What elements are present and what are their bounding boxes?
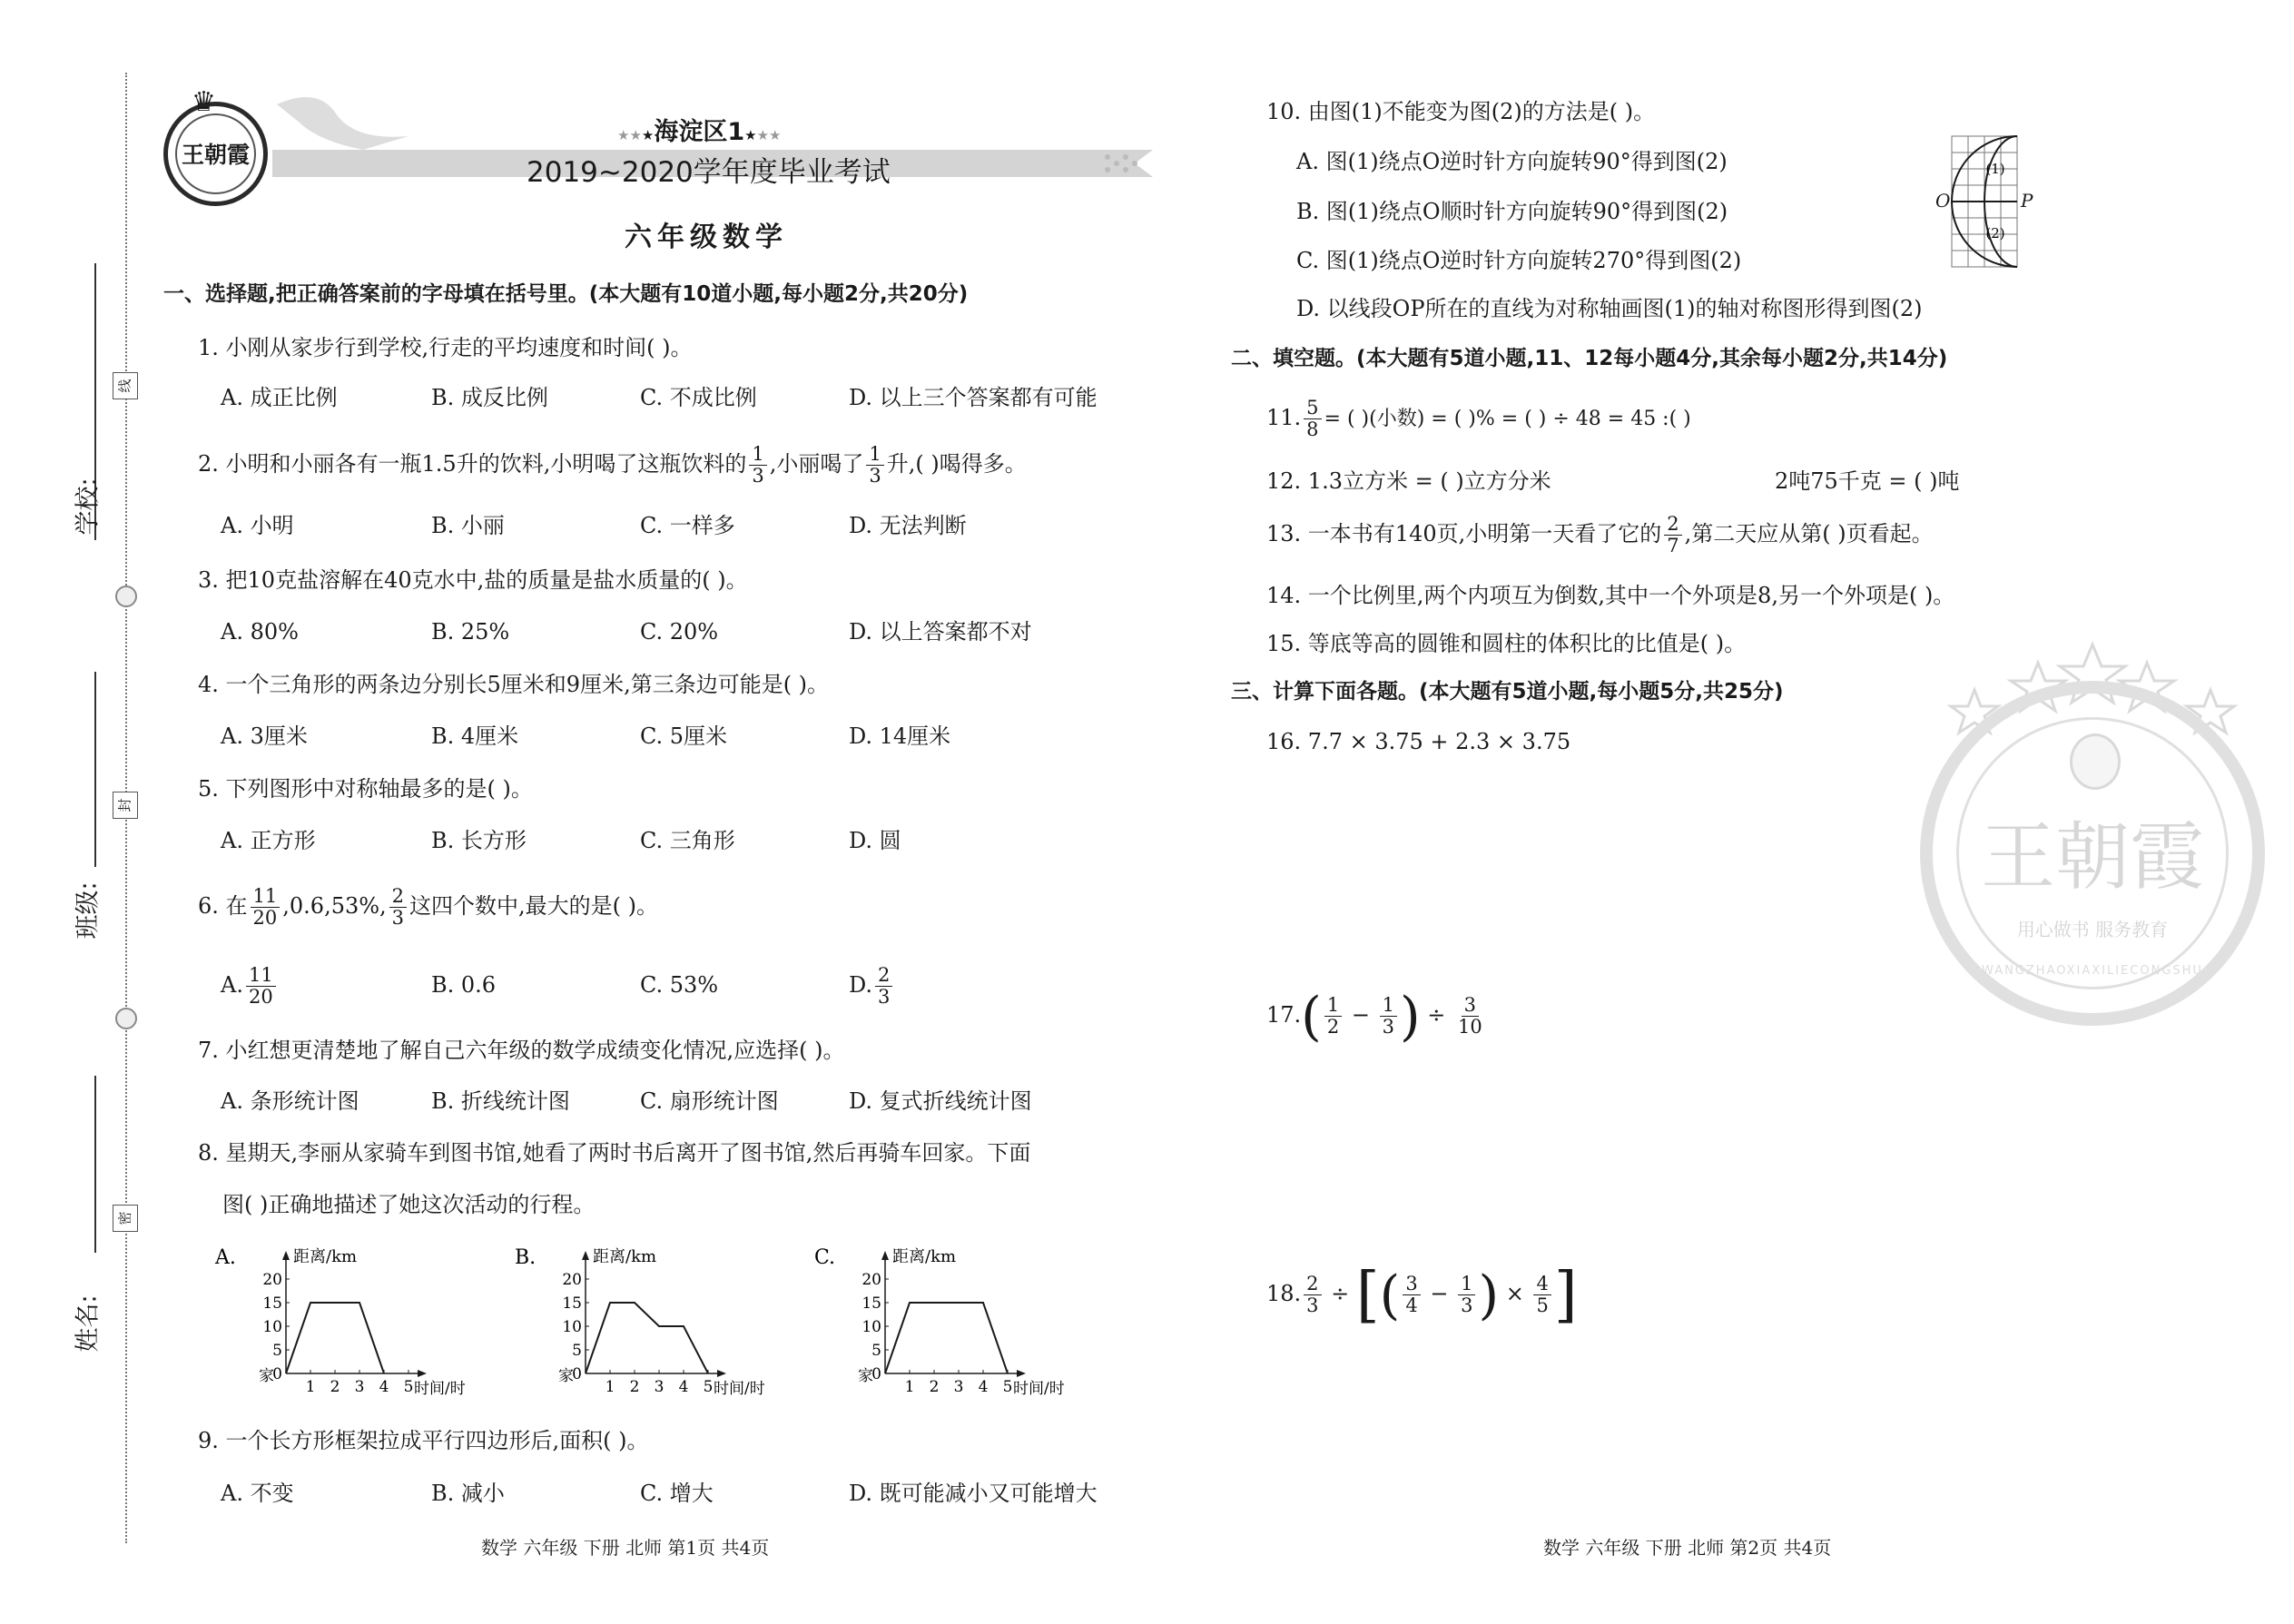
fraction: $\frac{1}{2}$ xyxy=(1324,995,1342,1038)
chart-ylabel: 距离/km xyxy=(293,1247,358,1266)
y-tick-label: 15 xyxy=(861,1294,881,1313)
fraction: $\frac{2}{3}$ xyxy=(875,965,892,1008)
q7-option-a: A. 条形统计图 xyxy=(221,1088,359,1114)
q10-option-a: A. 图(1)绕点O逆时针方向旋转90°得到图(2) xyxy=(1296,149,1728,174)
y-tick-label: 15 xyxy=(562,1294,582,1313)
q12-text-a: 12. 1.3立方米 = ( )立方分米 xyxy=(1266,468,1551,494)
brand-logo-text: 王朝霞 xyxy=(181,142,250,168)
q8-text-line1: 8. 星期天,李丽从家骑车到图书馆,她看了两时书后离开了图书馆,然后再骑车回家。下面 xyxy=(198,1140,1031,1166)
q1-option-d: D. 以上三个答案都有可能 xyxy=(849,385,1098,410)
q2-option-b: B. 小丽 xyxy=(431,513,505,538)
q1-option-a: A. 成正比例 xyxy=(221,385,338,410)
fraction: $\frac{2}{7}$ xyxy=(1664,514,1681,556)
q17-expression: 17.( $\frac{1}{2}$ − $\frac{1}{3}$ ) ÷ $\frac{3}{10}$ xyxy=(1266,985,1488,1045)
q15-text: 15. 等底等高的圆锥和圆柱的体积比的比值是( )。 xyxy=(1266,631,1747,656)
q16-expression: 16. 7.7 × 3.75 + 2.3 × 3.75 xyxy=(1266,729,1571,754)
q3-option-c: C. 20% xyxy=(640,619,719,645)
q10-option-b: B. 图(1)绕点O顺时针方向旋转90°得到图(2) xyxy=(1296,199,1728,224)
q10-fig-label-2: (2) xyxy=(1985,225,2005,241)
watermark-brand: 王朝霞 xyxy=(1980,814,2204,901)
q8-text-line2: 图( )正确地描述了她这次活动的行程。 xyxy=(222,1192,596,1217)
footer-left: 数学 六年级 下册 北师 第1页 共4页 xyxy=(481,1537,770,1559)
q6-option-b: B. 0.6 xyxy=(431,972,497,998)
x-tick-label: 2 xyxy=(929,1378,940,1396)
chart-xlabel: 时间/时 xyxy=(414,1380,466,1398)
section2-heading: 二、填空题。(本大题有5道小题,11、12每小题4分,其余每小题2分,共14分) xyxy=(1231,347,1948,370)
section3-heading: 三、计算下面各题。(本大题有5道小题,每小题5分,共25分) xyxy=(1231,680,1784,704)
x-tick-label: 1 xyxy=(305,1378,316,1396)
subject-title: 六年级数学 xyxy=(625,221,788,253)
x-tick-label: 4 xyxy=(379,1378,389,1396)
name-label: 姓名: xyxy=(74,1294,103,1353)
exam-title: 2019~2020学年度毕业考试 xyxy=(527,156,891,189)
q10-rotation-figure xyxy=(1943,132,2026,272)
q3-option-a: A. 80% xyxy=(221,619,299,645)
x-axis-arrow-icon xyxy=(1017,1370,1026,1377)
name-blank-line xyxy=(94,1076,96,1253)
q3-option-d: D. 以上答案都不对 xyxy=(849,619,1032,645)
x-tick-label: 5 xyxy=(703,1378,714,1396)
chart-xlabel: 时间/时 xyxy=(714,1380,765,1398)
x-tick-label: 3 xyxy=(354,1378,365,1396)
watermark-seal xyxy=(1920,681,2265,1026)
x-axis-arrow-icon xyxy=(717,1370,726,1377)
x-tick-label: 3 xyxy=(654,1378,665,1396)
q9-text: 9. 一个长方形框架拉成平行四边形后,面积( )。 xyxy=(198,1428,649,1453)
q9-option-d: D. 既可能减小又可能增大 xyxy=(849,1481,1098,1506)
q7-text: 7. 小红想更清楚地了解自己六年级的数学成绩变化情况,应选择( )。 xyxy=(198,1038,845,1063)
x-tick-label: 4 xyxy=(978,1378,989,1396)
y-tick-label: 0 xyxy=(572,1365,582,1383)
q10-point-o: O xyxy=(1935,190,1951,212)
chart-origin-label: 家 xyxy=(259,1367,274,1385)
q2-option-c: C. 一样多 xyxy=(640,513,735,538)
q2-option-a: A. 小明 xyxy=(221,513,294,538)
fraction: $\frac{3}{10}$ xyxy=(1457,994,1482,1038)
chart-ylabel: 距离/km xyxy=(892,1247,957,1266)
stars-icon: ★★ xyxy=(756,127,782,143)
y-tick-label: 5 xyxy=(871,1342,881,1360)
q4-text: 4. 一个三角形的两条边分别长5厘米和9厘米,第三条边可能是( )。 xyxy=(198,672,830,697)
y-axis-arrow-icon xyxy=(582,1251,589,1260)
x-tick-label: 3 xyxy=(953,1378,964,1396)
y-tick-label: 10 xyxy=(262,1318,282,1336)
q10-option-c: C. 图(1)绕点O逆时针方向旋转270°得到图(2) xyxy=(1296,248,1742,273)
star-icon: ★ xyxy=(641,127,655,143)
fraction: $\frac{1}{3}$ xyxy=(1380,995,1397,1038)
q5-option-c: C. 三角形 xyxy=(640,828,735,853)
x-tick-label: 5 xyxy=(1002,1378,1013,1396)
fraction: $\frac{3}{4}$ xyxy=(1403,1274,1420,1316)
y-tick-label: 15 xyxy=(262,1294,282,1313)
q4-option-c: C. 5厘米 xyxy=(640,723,728,749)
chart-option-label: C. xyxy=(814,1246,836,1269)
y-tick-label: 5 xyxy=(272,1342,282,1360)
q13-text: 13. 一本书有140页,小明第一天看了它的 $\frac{2}{7}$ ,第二天应从第( )页看起。 xyxy=(1266,513,1934,556)
chart-xlabel: 时间/时 xyxy=(1013,1380,1065,1398)
q5-option-d: D. 圆 xyxy=(849,828,901,853)
q1-text: 1. 小刚从家步行到学校,行走的平均速度和时间( )。 xyxy=(198,335,693,360)
chart-option-label: A. xyxy=(215,1246,236,1269)
section1-heading: 一、选择题,把正确答案前的字母填在括号里。(本大题有10道小题,每小题2分,共20分) xyxy=(163,282,969,306)
q7-option-d: D. 复式折线统计图 xyxy=(849,1088,1032,1114)
class-blank-line xyxy=(94,672,96,867)
logo-crown-icon: ♛ xyxy=(192,86,216,118)
watermark-slogan: 用心做书 服务教育 xyxy=(2016,919,2169,940)
q4-option-b: B. 4厘米 xyxy=(431,723,519,749)
star-icon: ★ xyxy=(744,127,757,143)
seal-mark-secret: 密 xyxy=(113,1205,138,1232)
fraction: $\frac{1}{3}$ xyxy=(1458,1274,1475,1316)
fraction: $\frac{2}{3}$ xyxy=(1304,1274,1321,1316)
seal-mark-line: 线 xyxy=(113,372,138,399)
q3-option-b: B. 25% xyxy=(431,619,510,645)
y-tick-label: 10 xyxy=(562,1318,582,1336)
q6-text: 6. 在 $\frac{11}{20}$ ,0.6,53%, $\frac{2}{3}$ 这四个数中,最大的是( )。 xyxy=(198,885,659,929)
q9-option-c: C. 增大 xyxy=(640,1481,714,1506)
fraction: $\frac{1}{3}$ xyxy=(749,444,766,487)
chart-origin-label: 家 xyxy=(558,1367,574,1385)
y-tick-label: 5 xyxy=(572,1342,582,1360)
watermark-ring-text: WANGZHAOXIAXILIECONGSHU xyxy=(1982,964,2203,978)
q7-option-c: C. 扇形统计图 xyxy=(640,1088,779,1114)
q11-text: 11. $\frac{5}{8}$ = ( )(小数) = ( )% = ( ) ÷ 48 = 45 :( ) xyxy=(1266,397,1691,440)
fraction: $\frac{2}{3}$ xyxy=(389,886,407,929)
x-tick-label: 2 xyxy=(330,1378,340,1396)
y-tick-label: 20 xyxy=(262,1271,282,1289)
fraction: $\frac{4}{5}$ xyxy=(1533,1274,1551,1316)
chart-ylabel: 距离/km xyxy=(593,1247,657,1266)
q4-option-a: A. 3厘米 xyxy=(221,723,308,749)
q7-option-b: B. 折线统计图 xyxy=(431,1088,570,1114)
q5-text: 5. 下列图形中对称轴最多的是( )。 xyxy=(198,776,533,802)
q4-option-d: D. 14厘米 xyxy=(849,723,951,749)
x-tick-label: 1 xyxy=(904,1378,915,1396)
fraction: $\frac{1}{3}$ xyxy=(866,444,883,487)
q1-option-c: C. 不成比例 xyxy=(640,385,757,410)
q6-option-a: A. $\frac{11}{20}$ xyxy=(221,960,279,1010)
chart-origin-label: 家 xyxy=(858,1367,873,1385)
q8-chart-a xyxy=(213,1244,466,1398)
fraction: $\frac{5}{8}$ xyxy=(1304,398,1321,440)
fraction: $\frac{11}{20}$ xyxy=(246,965,276,1008)
binding-hole-icon xyxy=(115,1008,137,1029)
q6-option-d: D. $\frac{2}{3}$ xyxy=(849,960,895,1010)
binding-hole-icon xyxy=(115,586,137,607)
distance-line-series xyxy=(885,1303,1008,1373)
q10-point-p: P xyxy=(2021,190,2033,212)
q5-option-a: A. 正方形 xyxy=(221,828,316,853)
q18-expression: 18. $\frac{2}{3}$ ÷ [( $\frac{3}{4}$ − $\frac{1}{3}$ ) × $\frac{4}{5}$ ] xyxy=(1266,1259,1578,1330)
chart-option-label: B. xyxy=(515,1246,537,1269)
q12-text-b: 2吨75千克 = ( )吨 xyxy=(1775,468,1960,494)
q10-fig-label-1: (1) xyxy=(1985,161,2005,177)
q1-option-b: B. 成反比例 xyxy=(431,385,548,410)
x-axis-arrow-icon xyxy=(418,1370,427,1377)
q2-text: 2. 小明和小丽各有一瓶1.5升的饮料,小明喝了这瓶饮料的 $\frac{1}{3}$ ,小丽喝了 $\frac{1}{3}$ 升,( )喝得多。 xyxy=(198,443,1027,487)
q8-chart-c xyxy=(812,1244,1065,1398)
district-badge: ★★★海淀区1★★★ xyxy=(617,118,782,146)
q6-option-c: C. 53% xyxy=(640,972,719,998)
y-axis-arrow-icon xyxy=(881,1251,889,1260)
q9-option-b: B. 减小 xyxy=(431,1481,505,1506)
q3-text: 3. 把10克盐溶解在40克水中,盐的质量是盐水质量的( )。 xyxy=(198,567,748,593)
y-axis-arrow-icon xyxy=(282,1251,290,1260)
y-tick-label: 0 xyxy=(272,1365,282,1383)
stars-icon: ★★ xyxy=(617,127,642,143)
fraction: $\frac{11}{20}$ xyxy=(251,886,281,929)
x-tick-label: 4 xyxy=(678,1378,689,1396)
school-label: 学校: xyxy=(74,477,103,536)
q10-option-d: D. 以线段OP所在的直线为对称轴画图(1)的轴对称图形得到图(2) xyxy=(1296,296,1923,321)
footer-right: 数学 六年级 下册 北师 第2页 共4页 xyxy=(1543,1537,1832,1559)
y-tick-label: 20 xyxy=(562,1271,582,1289)
x-tick-label: 2 xyxy=(629,1378,640,1396)
distance-line-series xyxy=(586,1303,708,1373)
q10-text: 10. 由图(1)不能变为图(2)的方法是( )。 xyxy=(1266,99,1656,124)
y-tick-label: 20 xyxy=(861,1271,881,1289)
distance-line-series xyxy=(286,1303,384,1373)
watermark-portrait-icon xyxy=(2070,733,2121,790)
x-tick-label: 1 xyxy=(605,1378,615,1396)
y-tick-label: 10 xyxy=(861,1318,881,1336)
q2-option-d: D. 无法判断 xyxy=(849,513,967,538)
q9-option-a: A. 不变 xyxy=(221,1481,294,1506)
class-label: 班级: xyxy=(74,881,103,940)
q14-text: 14. 一个比例里,两个内项互为倒数,其中一个外项是8,另一个外项是( )。 xyxy=(1266,583,1955,608)
q5-option-b: B. 长方形 xyxy=(431,828,527,853)
q8-chart-b xyxy=(513,1244,765,1398)
y-tick-label: 0 xyxy=(871,1365,881,1383)
x-tick-label: 5 xyxy=(403,1378,414,1396)
seal-mark-seal: 封 xyxy=(113,792,138,819)
